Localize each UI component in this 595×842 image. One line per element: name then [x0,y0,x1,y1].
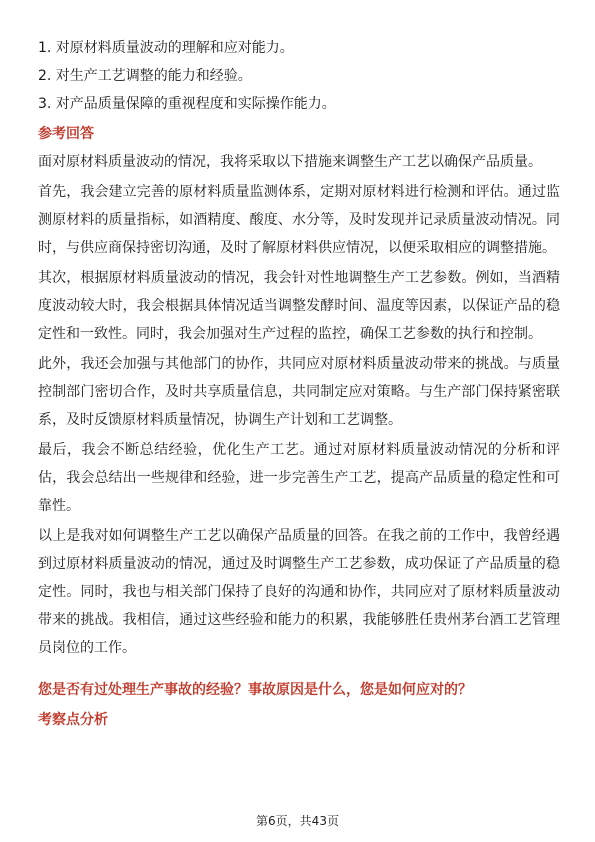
answer-paragraph-first: 首先，我会建立完善的原材料质量监测体系，定期对原材料进行检测和评估。通过监测原材料的质量指标，如酒精度、酸度、水分等，及时发现并记录质量波动情况。同时，与供应商保持密切沟通，及时了解原材料供应情况，以便采取相应的调整措施。 [38,184,560,256]
answer-paragraph-intro: 面对原材料质量波动的情况，我将采取以下措施来调整生产工艺以确保产品质量。 [38,154,542,170]
document-body [38,34,560,734]
reference-answer-heading: 参考回答 [38,126,94,142]
answer-paragraph-second: 其次，根据原材料质量波动的情况，我会针对性地调整生产工艺参数。例如，当酒精度波动较大时，我会根据具体情况适当调整发酵时间、温度等因素，以保证产品的稳定性和一致性。同时，我会加强对生产过程的监控，确保工艺参数的执行和控制。 [38,270,560,342]
answer-paragraph-third: 此外，我还会加强与其他部门的协作，共同应对原材料质量波动带来的挑战。与质量控制部门密切合作，及时共享质量信息，共同制定应对策略。与生产部门保持紧密联系，及时反馈原材料质量情况，协调生产计划和工艺调整。 [38,356,560,428]
evaluation-point-3: 3. 对产品质量保障的重视程度和实际操作能力。 [38,96,336,112]
page-footer: 第6页，共43页 [256,814,339,828]
next-question: 您是否有过处理生产事故的经验？事故原因是什么，您是如何应对的？ [38,682,472,698]
analysis-heading: 考察点分析 [38,712,108,728]
answer-paragraph-last: 最后，我会不断总结经验，优化生产工艺。通过对原材料质量波动情况的分析和评估，我会总结出一些规律和经验，进一步完善生产工艺，提高产品质量的稳定性和可靠性。 [38,442,560,514]
evaluation-point-2: 2. 对生产工艺调整的能力和经验。 [38,68,252,84]
answer-paragraph-summary: 以上是我对如何调整生产工艺以确保产品质量的回答。在我之前的工作中，我曾经遇到过原材料质量波动的情况，通过及时调整生产工艺参数，成功保证了产品质量的稳定性。同时，我也与相关部门保持了良好的沟通和协作，共同应对了原材料质量波动带来的挑战。我相信，通过这些经验和能力的积累，我能够胜任贵州茅台酒工艺管理员岗位的工作。 [38,528,560,656]
evaluation-point-1: 1. 对原材料质量波动的理解和应对能力。 [38,40,294,56]
